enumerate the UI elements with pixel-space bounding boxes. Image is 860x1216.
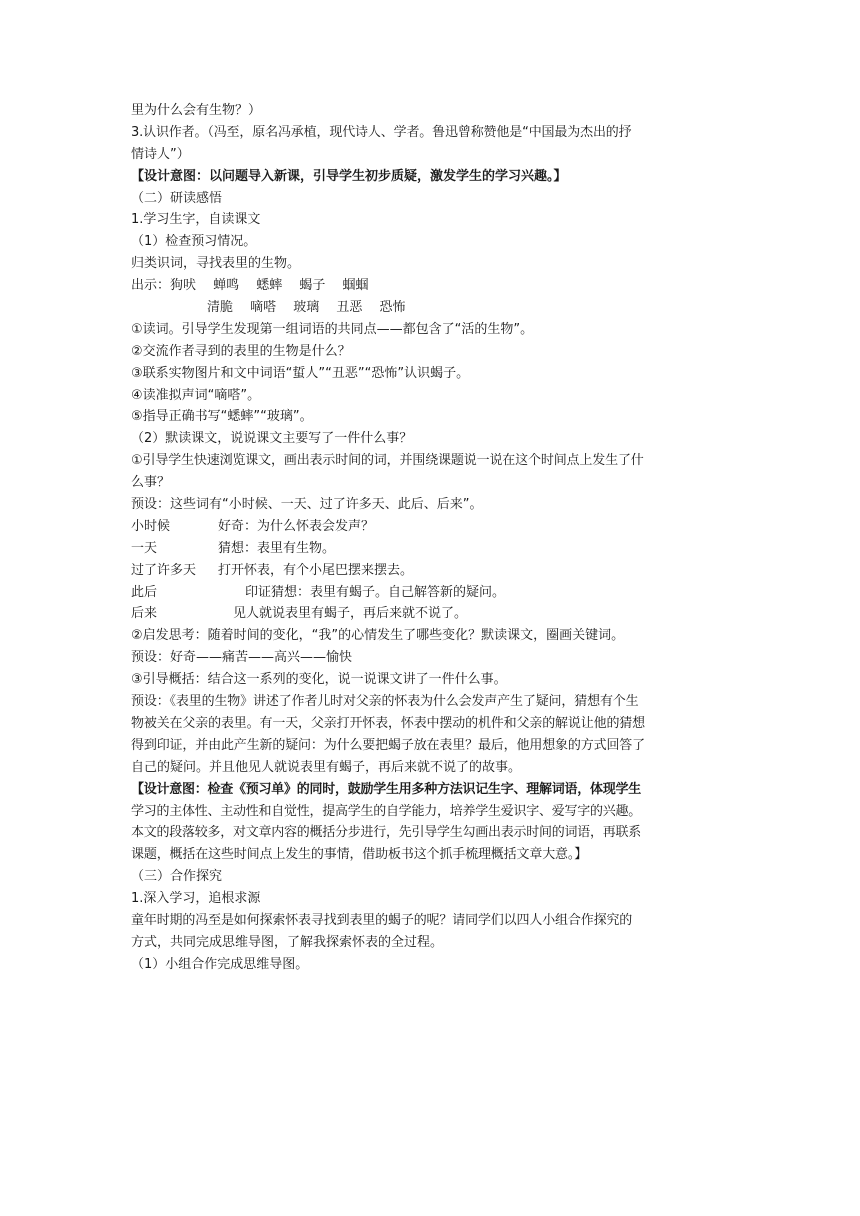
text-line: （1）小组合作完成思维导图。	[131, 956, 309, 972]
text-line: 童年时期的冯至是如何探索怀表寻找到表里的蝎子的呢？请同学们以四人小组合作探究的	[131, 912, 633, 928]
text-line: ②交流作者寻到的表里的生物是什么？	[131, 343, 351, 359]
timeline-time: 小时候	[131, 518, 171, 534]
text-line: 里为什么会有生物？）	[131, 103, 262, 118]
timeline-row	[131, 603, 736, 625]
design-intent-note: 【设计意图：检查《预习单》的同时，鼓励学生用多种方法识记生字、理解词语，体现学生	[131, 781, 642, 797]
text-line: 方式，共同完成思维导图，了解我探索怀表的全过程。	[131, 934, 444, 950]
timeline-time: 后来	[131, 606, 158, 622]
text-line: （1）检查预习情况。	[131, 234, 257, 250]
timeline-event: 打开怀表，有个小尾巴摆来摆去。	[218, 562, 414, 578]
text-line: 课题，概括在这些时间点上发生的事情，借助板书这个抓手梳理概括文章大意。】	[131, 847, 588, 863]
text-line: （2）默读课文，说说课文主要写了一件什么事？	[131, 431, 413, 447]
text-line: 预设：这些词有“小时候、一天、过了许多天、此后、后来”。	[131, 497, 483, 513]
timeline-row	[131, 582, 736, 604]
text-line: 预设：《表里的生物》讲述了作者儿时对父亲的怀表为什么会发声产生了疑问，猜想有个生	[131, 694, 639, 710]
timeline-event: 好奇：为什么怀表会发声？	[218, 518, 375, 534]
timeline-row	[131, 516, 736, 538]
text-line: 情诗人”）	[131, 146, 190, 162]
text-line: ②启发思考：随着时间的变化，“我”的心情发生了哪些变化？默读课文，圈画关键词。	[131, 628, 625, 644]
text-line: ①引导学生快速浏览课文，画出表示时间的词，并围绕课题说一说在这个时间点上发生了什	[131, 453, 644, 469]
text-line: ③引导概括：结合这一系列的变化，说一说课文讲了一件什么事。	[131, 672, 507, 688]
text-line: 预设：好奇——痛苦——高兴——愉快	[131, 650, 353, 666]
text-line: 3.认识作者。（冯至，原名冯承植，现代诗人、学者。鲁迅曾称赞他是“中国最为杰出的抒	[131, 124, 632, 140]
text-line: 本文的段落较多，对文章内容的概括分步进行，先引导学生勾画出表示时间的词语，再联系	[131, 825, 642, 841]
text-line: ⑤指导正确书写“蟋蟀”“玻璃”。	[131, 409, 313, 425]
timeline-event: 印证猜想：表里有蝎子。自己解答新的疑问。	[245, 584, 506, 600]
timeline-time: 此后	[131, 584, 158, 600]
timeline-event: 猜想：表里有生物。	[218, 540, 336, 556]
text-line: 得到印证，并由此产生新的疑问：为什么要把蝎子放在表里？最后，他用想象的方式回答了	[131, 737, 646, 753]
text-line: ①读词。引导学生发现第一组词语的共同点——都包含了“活的生物”。	[131, 321, 534, 337]
timeline-time: 过了许多天	[131, 562, 197, 578]
timeline-time: 一天	[131, 540, 158, 556]
section-heading: （三）合作探究	[131, 869, 223, 885]
vocab-row-1: 出示：狗吠 蝉鸣 蟋蟀 蝎子 蝈蝈	[131, 278, 369, 294]
text-line: ③联系实物图片和文中词语“蜇人”“丑恶”“恐怖”认识蝎子。	[131, 365, 470, 381]
section-heading: （二）研读感悟	[131, 190, 223, 206]
timeline-row	[131, 560, 736, 582]
text-line: 学习的主体性、主动性和自觉性，提高学生的自学能力，培养学生爱识字、爱写字的兴趣。	[131, 803, 642, 819]
timeline-event: 见人就说表里有蝎子，再后来就不说了。	[233, 606, 468, 622]
document-body	[131, 100, 736, 976]
design-intent-note: 【设计意图：以问题导入新课，引导学生初步质疑，激发学生的学习兴趣。】	[131, 168, 567, 184]
text-line: 自己的疑问。并且他见人就说表里有蝎子，再后来就不说了的故事。	[131, 759, 522, 775]
subsection-heading: 1.学习生字，自读课文	[131, 212, 261, 228]
timeline-row	[131, 538, 736, 560]
text-line: 归类识词，寻找表里的生物。	[131, 256, 301, 272]
subsection-heading: 1.深入学习，追根求源	[131, 891, 261, 907]
vocab-row-2: 清脆 嘀嗒 玻璃 丑恶 恐怖	[207, 300, 406, 316]
text-line: 么事？	[131, 475, 171, 491]
text-line: ④读准拟声词“嘀嗒”。	[131, 387, 261, 403]
text-line: 物被关在父亲的表里。有一天，父亲打开怀表，怀表中摆动的机件和父亲的解说让他的猜想	[131, 715, 646, 731]
